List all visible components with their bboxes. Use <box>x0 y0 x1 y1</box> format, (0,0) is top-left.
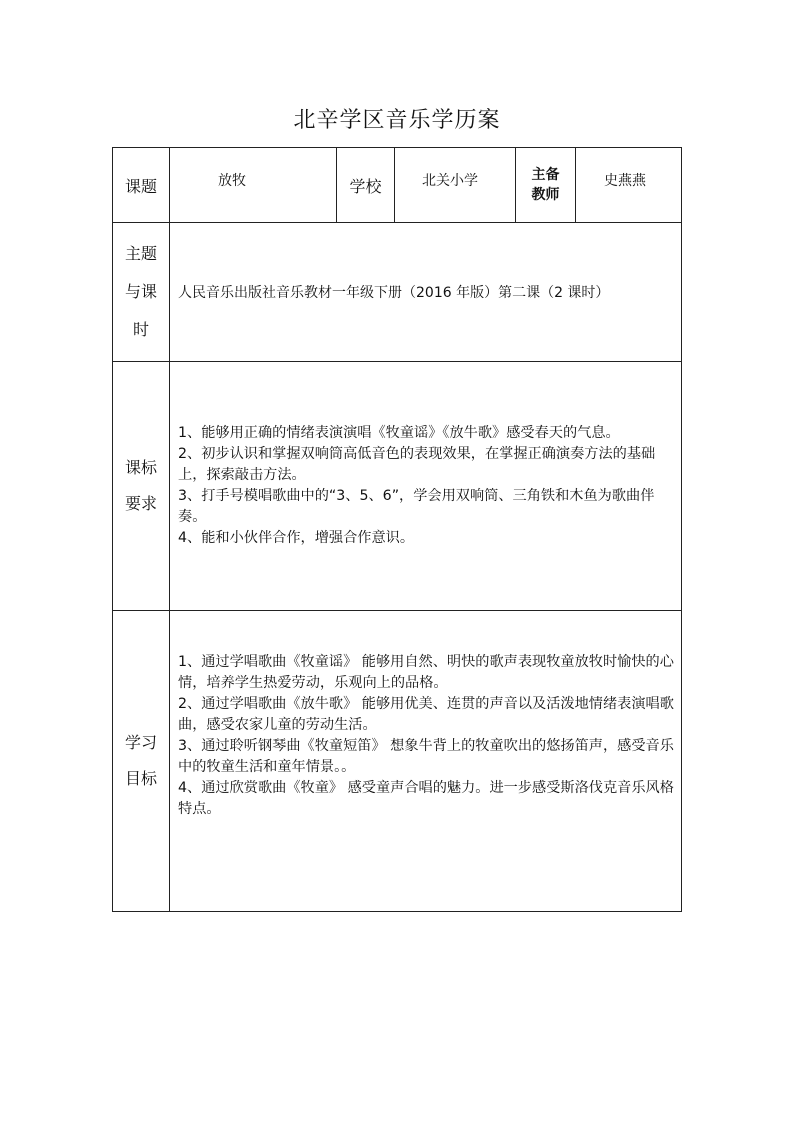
teacher-label-line2: 教师 <box>531 187 560 203</box>
school-value: 北关小学 <box>422 173 478 189</box>
theme-label-line3: 时 <box>132 320 149 339</box>
objectives-item: 4、通过欣赏歌曲《牧童》 感受童声合唱的魅力。进一步感受斯洛伐克音乐风格特点。 <box>178 780 674 817</box>
theme-label-line1: 主题 <box>124 244 157 263</box>
standards-label <box>113 362 170 611</box>
objectives-list <box>170 652 681 820</box>
row-standards <box>113 362 682 611</box>
topic-value-cell <box>170 148 337 223</box>
objectives-content <box>170 611 682 912</box>
standards-item: 2、初步认识和掌握双响筒高低音色的表现效果，在掌握正确演奏方法的基础上，探索敲击方法。 <box>178 446 656 483</box>
teacher-label-line1: 主备 <box>531 167 560 183</box>
school-value-cell <box>395 148 516 223</box>
standards-item: 3、打手号模唱歌曲中的“3、5、6”，学会用双响筒、三角铁和木鱼为歌曲伴奏。 <box>178 488 655 525</box>
theme-label <box>113 223 170 362</box>
objectives-item: 3、通过聆听钢琴曲《牧童短笛》 想象牛背上的牧童吹出的悠扬笛声，感受音乐中的牧童生活和童年情景。。 <box>178 738 674 775</box>
lesson-plan-table <box>112 147 682 912</box>
objectives-item: 2、通过学唱歌曲《放牛歌》 能够用优美、连贯的声音以及活泼地情绪表演唱歌曲，感受农家儿童的劳动生活。 <box>178 696 674 733</box>
school-label-text: 学校 <box>349 176 382 196</box>
objectives-label-line1: 学习 <box>124 733 157 752</box>
row-objectives <box>113 611 682 912</box>
standards-item: 1、能够用正确的情绪表演演唱《牧童谣》《放牛歌》感受春天的气息。 <box>178 425 620 441</box>
topic-label <box>113 148 170 223</box>
row-theme <box>113 223 682 362</box>
row-topic <box>113 148 682 223</box>
objectives-item: 1、通过学唱歌曲《牧童谣》 能够用自然、明快的歌声表现牧童放牧时愉快的心情，培养学生热爱劳动，乐观向上的品格。 <box>178 654 674 691</box>
objectives-label-line2: 目标 <box>124 769 157 788</box>
teacher-label <box>516 148 576 223</box>
school-label <box>337 148 395 223</box>
topic-value: 放牧 <box>218 173 246 189</box>
standards-item: 4、能和小伙伴合作，增强合作意识。 <box>178 530 415 546</box>
topic-label-text: 课题 <box>124 176 157 196</box>
objectives-label <box>113 611 170 912</box>
standards-content <box>170 362 682 611</box>
standards-list <box>170 423 681 549</box>
standards-label-line1: 课标 <box>124 458 157 477</box>
theme-value: 人民音乐出版社音乐教材一年级下册（2016 年版）第二课（2 课时） <box>170 223 682 362</box>
teacher-value: 史燕燕 <box>604 173 646 189</box>
teacher-value-cell <box>576 148 682 223</box>
theme-label-line2: 与课 <box>124 282 157 301</box>
standards-label-line2: 要求 <box>124 494 157 513</box>
page-title: 北辛学区音乐学历案 <box>293 108 501 133</box>
